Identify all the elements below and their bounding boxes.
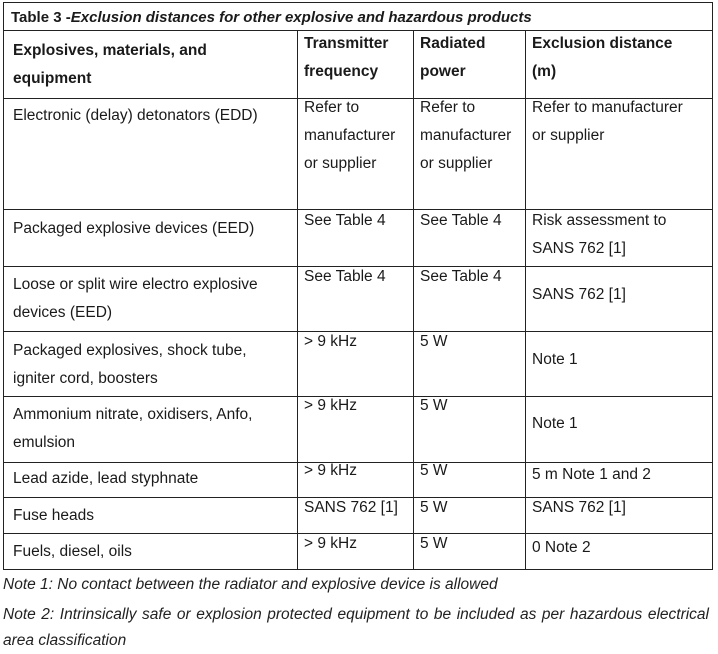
cell-line: See Table 4: [420, 268, 502, 285]
cell-line: Refer to manufacturer: [532, 99, 683, 116]
cell-line: SANS 762 [1]: [532, 499, 626, 516]
cell-line: Fuels, diesel, oils: [13, 543, 132, 560]
table-cell-frequency: [304, 94, 395, 178]
header-power-line: Radiated: [420, 35, 486, 52]
cell-line: 5 W: [420, 397, 448, 414]
cell-line: SANS 762 [1]: [532, 240, 626, 257]
cell-line: manufacturer: [304, 127, 396, 144]
table-cell-power: [420, 392, 448, 420]
cell-line: SANS 762 [1]: [304, 499, 398, 516]
column-divider: [297, 30, 298, 570]
header-distance: [532, 30, 672, 86]
header-item-line: equipment: [13, 70, 92, 87]
table-cell-distance: [532, 410, 578, 438]
header-distance-line: Exclusion distance: [532, 35, 673, 52]
table-cell-item: [13, 502, 94, 530]
cell-line: emulsion: [13, 434, 76, 451]
table-cell-item: [13, 215, 254, 243]
table-cell-frequency: [304, 207, 386, 235]
cell-line: 5 W: [420, 462, 448, 479]
table-cell-power: [420, 263, 502, 291]
cell-line: Note 1: [532, 351, 578, 368]
header-frequency-line: Transmitter: [304, 35, 389, 52]
cell-line: or supplier: [420, 155, 493, 172]
column-divider: [413, 30, 414, 570]
note-2: Note 2: Intrinsically safe or explosion protected equipment to be included as per hazardous electrical area classification: [3, 606, 709, 649]
row-divider: [4, 533, 712, 534]
table-cell-distance: [532, 534, 591, 562]
cell-line: Refer to: [420, 99, 476, 116]
table-cell-item: [13, 538, 132, 566]
header-frequency: [304, 30, 388, 86]
cell-line: Risk assessment to: [532, 212, 667, 229]
cell-line: 5 W: [420, 333, 448, 350]
table-cell-distance: [532, 207, 666, 263]
cell-line: 5 m Note 1 and 2: [532, 466, 651, 483]
exclusion-distances-table: [3, 2, 713, 570]
caption-prefix: Table 3 -: [11, 9, 71, 26]
table-cell-distance: [532, 461, 651, 489]
cell-line: Fuse heads: [13, 507, 94, 524]
header-distance-line: (m): [532, 63, 557, 80]
cell-line: manufacturer: [420, 127, 512, 144]
cell-line: > 9 kHz: [304, 462, 357, 479]
table-cell-distance: [532, 281, 626, 309]
cell-line: See Table 4: [420, 212, 502, 229]
cell-line: See Table 4: [304, 268, 386, 285]
header-power: [420, 30, 485, 86]
table-cell-frequency: [304, 392, 357, 420]
column-divider: [525, 30, 526, 570]
cell-line: Ammonium nitrate, oxidisers, Anfo,: [13, 406, 253, 423]
table-cell-distance: [532, 346, 578, 374]
table-cell-item: [13, 102, 258, 130]
table-cell-item: [13, 401, 253, 457]
table-cell-power: [420, 457, 448, 485]
table-cell-item: [13, 271, 258, 327]
row-divider: [4, 396, 712, 397]
cell-line: Lead azide, lead styphnate: [13, 470, 199, 487]
table-cell-distance: [532, 94, 683, 150]
table-cell-power: [420, 494, 448, 522]
cell-line: or supplier: [304, 155, 377, 172]
cell-line: > 9 kHz: [304, 333, 357, 350]
header-power-line: power: [420, 63, 466, 80]
cell-line: devices (EED): [13, 304, 113, 321]
caption-title: Exclusion distances for other explosive and hazardous products: [70, 9, 532, 26]
cell-line: igniter cord, boosters: [13, 370, 158, 387]
header-item: [13, 37, 207, 93]
cell-line: or supplier: [532, 127, 605, 144]
table-cell-frequency: [304, 457, 357, 485]
cell-line: > 9 kHz: [304, 397, 357, 414]
table-cell-frequency: [304, 494, 398, 522]
table-cell-power: [420, 94, 511, 178]
table-cell-power: [420, 328, 448, 356]
table-cell-power: [420, 530, 448, 558]
cell-line: SANS 762 [1]: [532, 286, 626, 303]
table-caption: [11, 9, 532, 26]
table-cell-power: [420, 207, 502, 235]
cell-line: Electronic (delay) detonators (EDD): [13, 107, 258, 124]
cell-line: Note 1: [532, 415, 578, 432]
table-cell-distance: [532, 494, 626, 522]
table-cell-frequency: [304, 530, 357, 558]
row-divider: [4, 331, 712, 332]
header-frequency-line: frequency: [304, 63, 379, 80]
note-1: Note 1: No contact between the radiator and explosive device is allowed: [3, 576, 498, 593]
header-item-line: Explosives, materials, and: [13, 42, 207, 59]
table-cell-frequency: [304, 328, 357, 356]
cell-line: 5 W: [420, 499, 448, 516]
cell-line: Packaged explosives, shock tube,: [13, 342, 247, 359]
cell-line: Packaged explosive devices (EED): [13, 220, 255, 237]
cell-line: 5 W: [420, 535, 448, 552]
cell-line: 0 Note 2: [532, 539, 591, 556]
cell-line: > 9 kHz: [304, 535, 357, 552]
cell-line: Loose or split wire electro explosive: [13, 276, 258, 293]
table-cell-frequency: [304, 263, 386, 291]
table-cell-item: [13, 465, 198, 493]
cell-line: Refer to: [304, 99, 360, 116]
table-cell-item: [13, 337, 247, 393]
cell-line: See Table 4: [304, 212, 386, 229]
